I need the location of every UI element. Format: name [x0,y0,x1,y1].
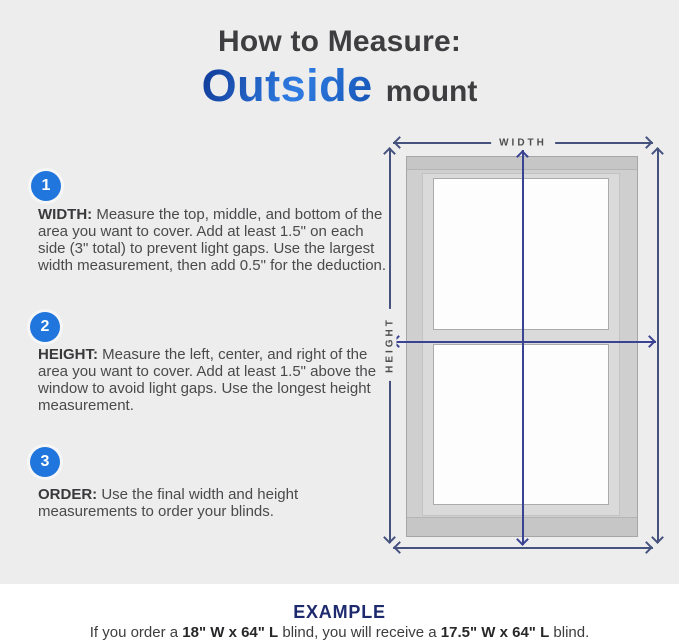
title-highlight-outside: Outside [201,60,373,111]
height-label: HEIGHT [384,309,397,381]
step-1-text [38,206,388,274]
example-received-size: 17.5" W x 64" L [440,624,550,641]
window-sash-frame [422,173,620,516]
example-suffix: blind. [549,624,590,641]
example-prefix: If you order a [89,624,183,641]
example-ordered-size: 18" W x 64" L [182,624,279,641]
width-label: WIDTH [491,137,555,150]
step-1-label: WIDTH: [38,206,93,223]
page-title-line2 [0,60,679,112]
title-block [0,25,679,112]
step-3-label: ORDER: [38,486,98,503]
page-title-line1: How to Measure: [217,25,462,58]
window-glass-top [433,178,609,330]
step-1-number: 1 [41,177,51,194]
arrowhead-left-icon [393,136,406,149]
center-vertical-arrow-line [522,150,524,545]
step-3-body: Use the final width and height measurements to order your blinds. [38,486,299,520]
arrowhead-right-icon [640,541,653,554]
example-heading: EXAMPLE [293,602,386,622]
center-horizontal-arrow-line [392,341,656,343]
title-suffix-mount: mount [385,75,478,108]
step-1-body: Measure the top, middle, and bottom of the area you want to cover. Add at least 1.5" on each side (3" total) to prevent light gaps. Use the largest width measurement, then add 0.5" for the deduction. [38,206,387,274]
arrowhead-up-icon [651,147,664,160]
arrowhead-right-icon [640,136,653,149]
step-2-label: HEIGHT: [38,346,98,363]
step-1-badge [31,171,61,201]
arrowhead-left-icon [393,541,406,554]
step-3-number: 3 [40,453,50,470]
step-2-text [38,346,388,414]
arrowhead-right-icon [643,335,656,348]
step-2-number: 2 [40,318,50,335]
arrowhead-down-icon [383,531,396,544]
example-middle: blind, you will receive a [278,624,441,641]
example-sentence [0,624,679,641]
bottom-width-arrow-line [393,547,653,549]
step-2-badge [30,312,60,342]
step-3-text [38,486,388,520]
right-height-arrow-line [657,148,659,543]
window-glass-bottom [433,344,609,505]
arrowhead-up-icon [383,147,396,160]
arrowhead-down-icon [651,531,664,544]
step-3-badge [30,447,60,477]
step-2-body: Measure the left, center, and right of the area you want to cover. Add at least 1.5" above the window to avoid light gaps. Use the longest height measurement. [38,346,377,414]
